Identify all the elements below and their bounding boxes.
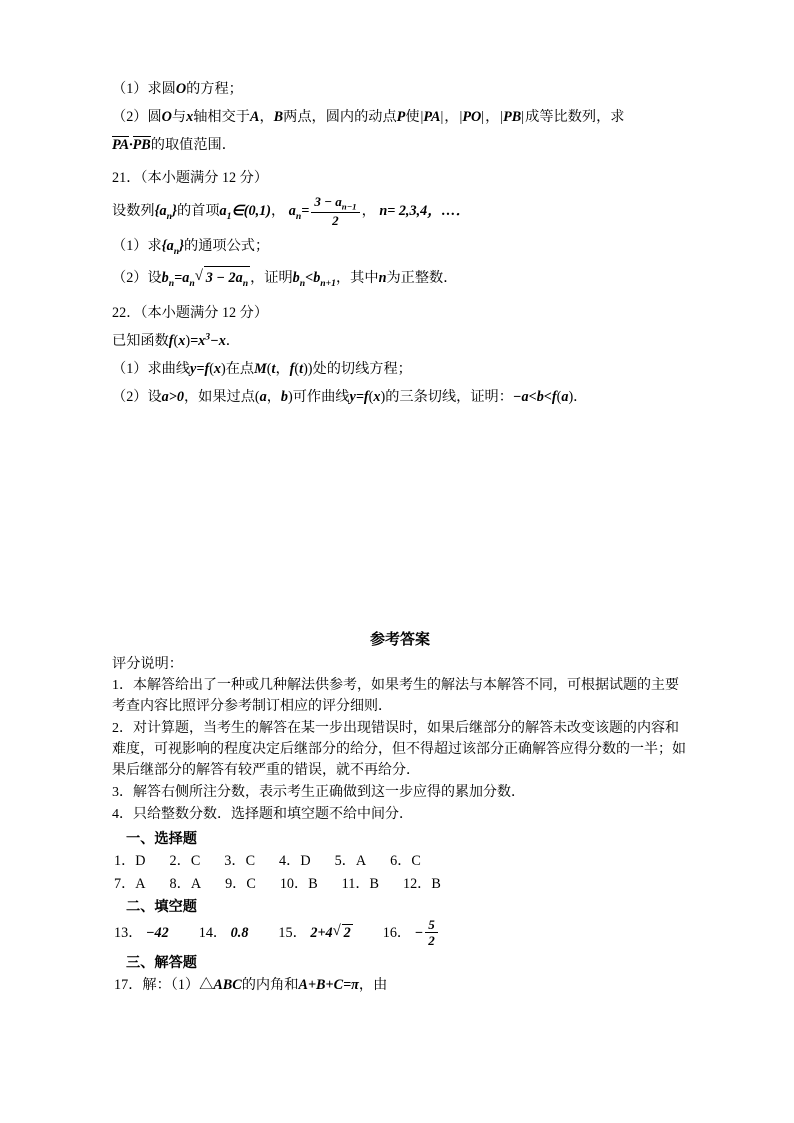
mc-answer: 12．B (402, 876, 441, 892)
question-22-part1: （1）求曲线y=f(x)在点M(t，f(t))处的切线方程； (112, 361, 412, 378)
sqrt-2: √ 2 (333, 924, 353, 942)
scoring-explanation-item: 1．本解答给出了一种或几种解法供参考，如果考生的解法与本解答不同，可根据试题的主要考查内容比照评分参考制订相应的评分细则． (112, 678, 679, 714)
question-22-heading: 22．（本小题满分 12 分） (112, 305, 269, 322)
mc-answer-row (112, 873, 688, 893)
mc-answer: 6．C (390, 853, 421, 869)
fraction-an: $\frac{3 - a_{n-1}}{2}$ (311, 194, 359, 228)
mc-answer: 8．A (169, 876, 202, 892)
fraction-neg-five-halves: $\frac{5}{2}$ (425, 917, 438, 948)
fill-answer-16: 16． − $\frac{5}{2}$ (383, 918, 440, 949)
question-20-part1 (112, 78, 688, 100)
mc-answer: 11．B (341, 876, 379, 892)
vector-pa: PA (112, 137, 130, 153)
mc-answer: 9．C (225, 876, 256, 892)
question-21-heading: 21．（本小题满分 12 分） (112, 170, 269, 186)
sqrt-3-minus-2an: √ $3 - 2a_n$ (195, 266, 250, 292)
q20-1-text: （1）求圆O的方程； (112, 81, 243, 97)
fill-answer-13: 13． −42 (114, 924, 169, 941)
question-20-part2 (112, 106, 688, 128)
mc-answer: 3．C (224, 853, 256, 869)
question-21-part1: （1）求$\{a_n\}$的通项公式； (112, 237, 270, 257)
scoring-explanation-heading: 评分说明： (112, 656, 183, 672)
fill-answer-15: 15． 2+4 √ 2 (278, 922, 352, 942)
fill-answer-14: 14． 0.8 (198, 924, 249, 941)
fill-answer-row (112, 918, 688, 949)
mc-answer: 1．D (114, 853, 146, 869)
mc-answer: 10．B (279, 876, 318, 892)
mc-answer: 5．A (334, 853, 367, 869)
section-heading-fill-blank: 二、填空题 (126, 899, 197, 915)
solution-17: 17．解：（1）△ABC的内角和A+B+C=π，由 (114, 977, 388, 994)
section-heading-multiple-choice: 一、选择题 (126, 831, 197, 847)
scoring-explanation-item: 2．对计算题，当考生的解答在某一步出现错误时，如果后继部分的解答未改变该题的内容和难度，可视影响的程度决定后继部分的给分，但不得超过该部分正确解答应得分数的一半；如果后继部分的解答有较严重的错误，就不再给分． (112, 721, 686, 778)
mc-answer: 4．D (279, 853, 311, 869)
mc-answer-row (112, 850, 688, 870)
vector-pb: PB (132, 137, 151, 153)
question-20-part2-cont: PA·PB的取值范围． (112, 137, 236, 153)
scoring-explanation-item: 3．解答右侧所注分数，表示考生正确做到这一步应得的累加分数． (112, 785, 525, 800)
section-heading-solution: 三、解答题 (126, 955, 197, 972)
mc-answer: 2．C (169, 853, 201, 869)
question-22-part2: （2）设a>0，如果过点(a，b)可作曲线y=f(x)的三条切线，证明：−a<b<f(a)． (112, 389, 588, 406)
answers-title: 参考答案 (369, 632, 430, 648)
question-21-part2: （2）设$b_n=a_n$ √ $3 - 2a_n$ ，证明$b_n<b_{n+1}$，其中n为正整数． (112, 266, 688, 292)
question-21-body: 设数列$\{a_n\}$的首项$a_1\in(0,1)$， $a_n=$ $\frac{3 - a_{n-1}}{2}$ ， n= 2,3,4，…． (112, 194, 470, 228)
questions-section (112, 78, 688, 414)
question-22-body: 已知函数$f(x)=x^3-x$． (112, 331, 240, 350)
mc-answer: 7．A (114, 876, 146, 892)
scoring-explanation-item: 4．只给整数分数．选择题和填空题不给中间分． (112, 807, 413, 822)
q20-2-text: （2）圆O与x轴相交于A，B两点，圆内的动点P使|PA|，|PO|，|PB|成等比数列，求 (112, 109, 625, 125)
answers-section (112, 628, 688, 997)
